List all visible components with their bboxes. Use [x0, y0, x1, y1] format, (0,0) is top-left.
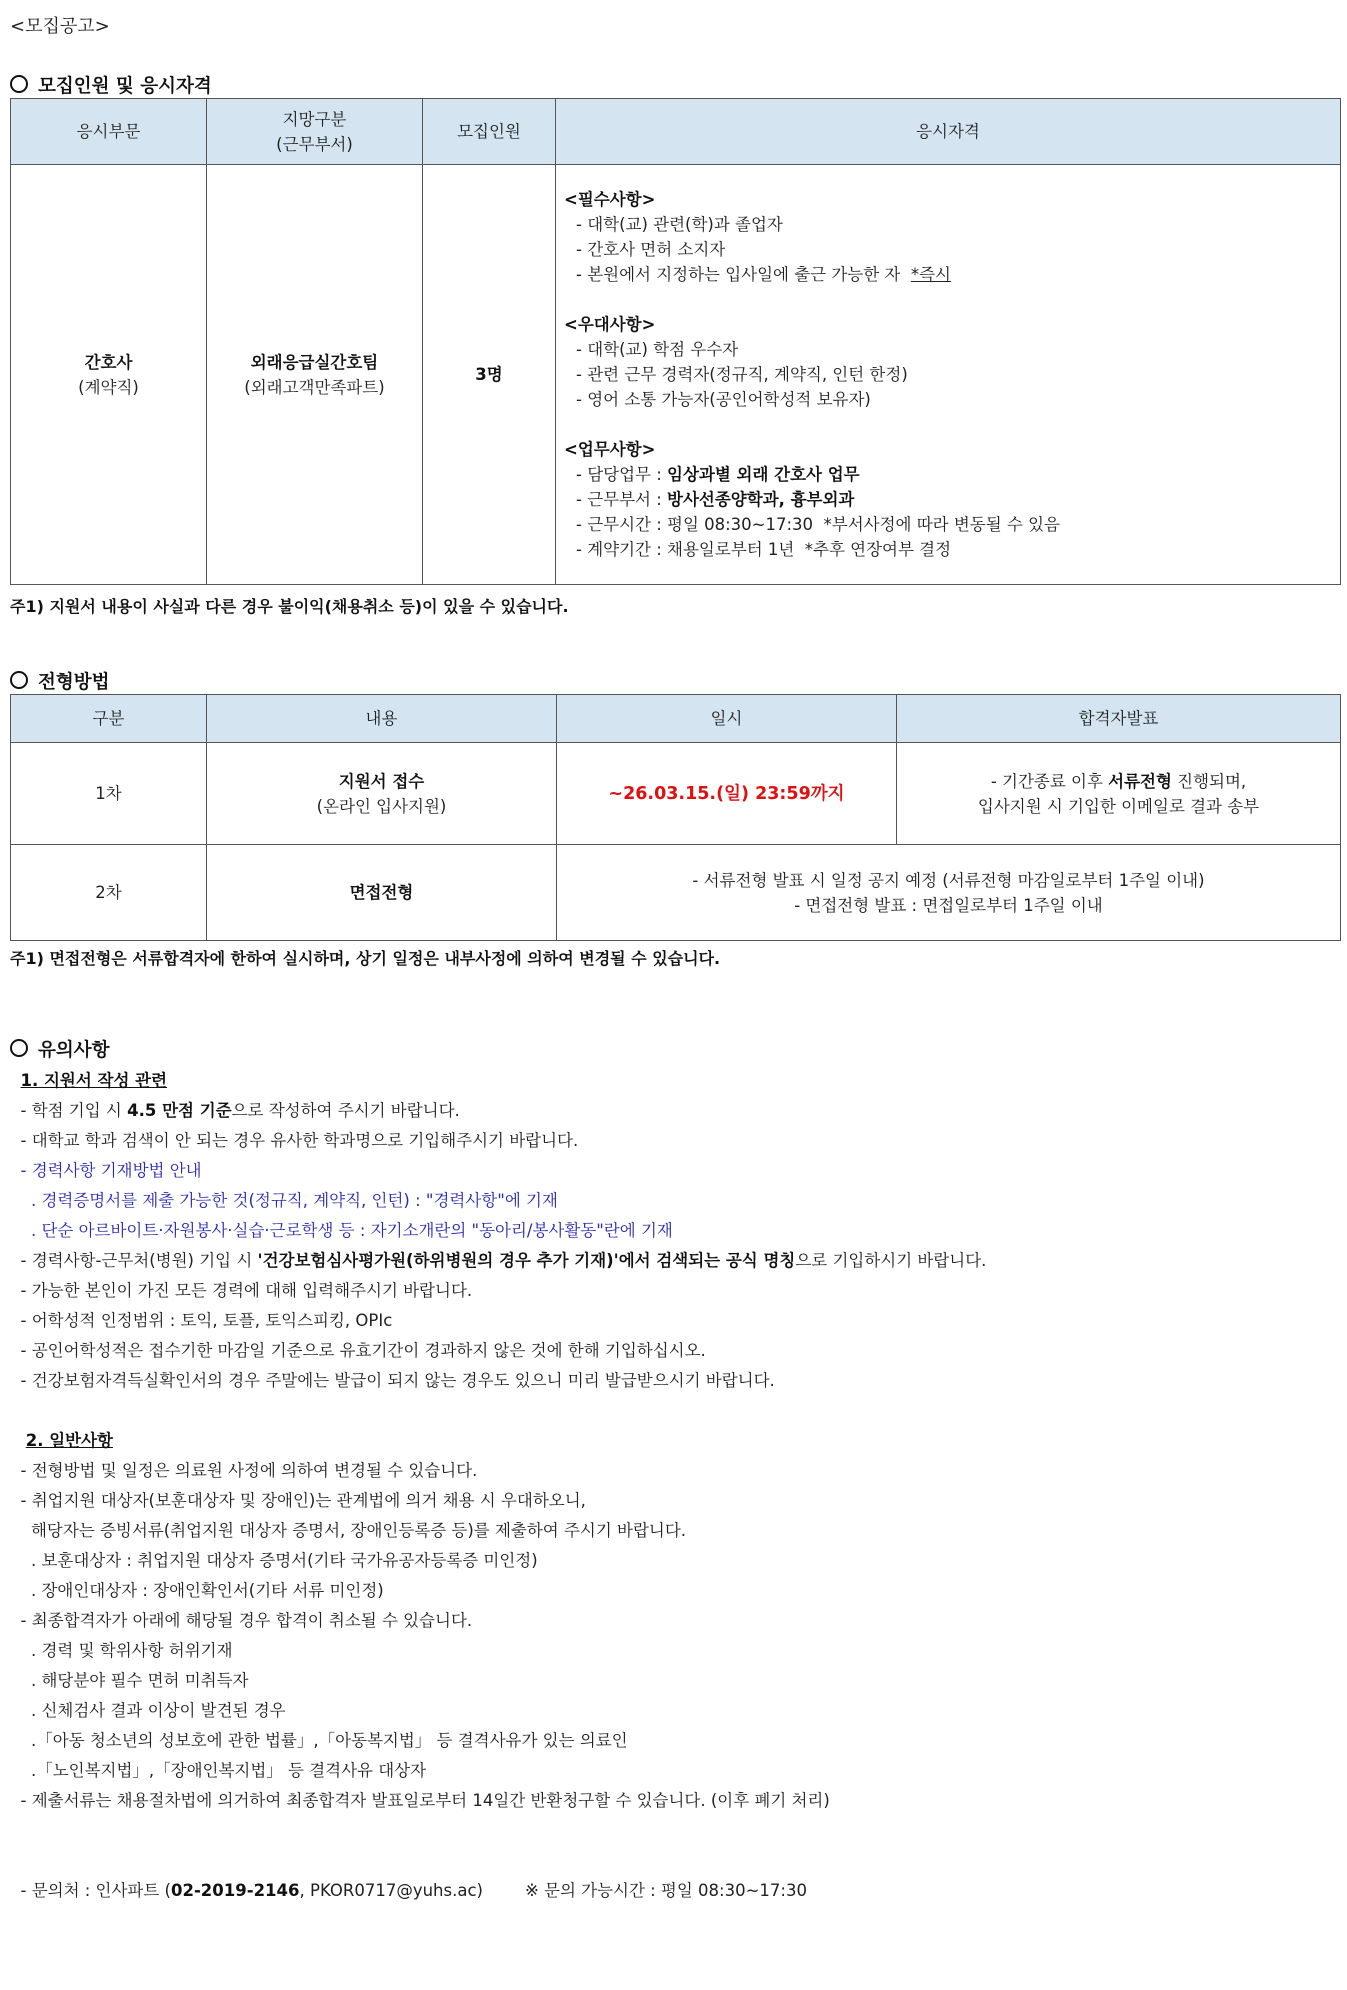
col-header-count: 모집인원	[423, 99, 556, 165]
cell-stage-1: 1차	[11, 743, 207, 845]
required-item: - 대학(교) 관련(학)과 졸업자	[576, 215, 783, 234]
note-line: - 경력사항 기재방법 안내	[10, 1161, 202, 1180]
position-label: 간호사	[84, 352, 133, 372]
col-header-date: 일시	[557, 695, 897, 743]
note-line: . 신체검사 결과 이상이 발견된 경우	[10, 1701, 286, 1720]
note-line: - 대학교 학과 검색이 안 되는 경우 유사한 학과명으로 기입해주시기 바랍니다.	[10, 1131, 579, 1150]
section-heading-text: 유의사항	[38, 1040, 110, 1061]
duty-item: - 계약기간 : 채용일로부터 1년 *추후 연장여부 결정	[576, 540, 952, 559]
department-label: 외래응급실간호팀	[250, 352, 379, 372]
cell-content-1	[207, 743, 557, 845]
cell-schedule-2: - 서류전형 발표 시 일정 공지 예정 (서류전형 마감일로부터 1주일 이내) - 면접전형 발표 : 면접일로부터 1주일 이내	[557, 845, 1341, 941]
notice-title: <모집공고>	[10, 16, 110, 37]
col-header-result: 합격자발표	[897, 695, 1341, 743]
duty-item: - 담당업무 : 임상과별 외래 간호사 업무	[576, 465, 860, 484]
section1-footnote: 주1) 지원서 내용이 사실과 다른 경우 불이익(채용취소 등)이 있을 수 있습니다.	[10, 597, 569, 616]
col-header-preference: 지망구분 (근무부서)	[207, 99, 423, 165]
col-header-stage: 구분	[11, 695, 207, 743]
notes-body	[10, 1066, 1340, 1906]
section-heading-selection	[10, 668, 109, 694]
cell-stage-2: 2차	[11, 845, 207, 941]
note-line: . 경력증명서를 제출 가능한 것(정규직, 계약직, 인턴) : "경력사항"에 기재	[10, 1191, 558, 1210]
col-header-qualification: 응시자격	[556, 99, 1341, 165]
note-line: .「아동 청소년의 성보호에 관한 법률」,「아동복지법」 등 결격사유가 있는 의료인	[10, 1731, 628, 1750]
section-heading-recruitment	[10, 72, 212, 98]
required-item: - 본원에서 지정하는 입사일에 출근 가능한 자 *즉시	[576, 265, 951, 284]
circle-bullet-icon	[10, 1039, 28, 1057]
circle-bullet-icon	[10, 671, 28, 689]
note-line: . 경력 및 학위사항 허위기재	[10, 1641, 233, 1660]
recruitment-table	[10, 98, 1341, 585]
note-line: . 보훈대상자 : 취업지원 대상자 증명서(기타 국가유공자등록증 미인정)	[10, 1551, 538, 1570]
section-heading-text: 모집인원 및 응시자격	[38, 76, 212, 97]
note-line: - 어학성적 인정범위 : 토익, 토플, 토익스피킹, OPIc	[10, 1311, 393, 1330]
col-header-division: 응시부문	[11, 99, 207, 165]
duties-title: <업무사항>	[564, 440, 656, 459]
note-line: - 최종합격자가 아래에 해당될 경우 합격이 취소될 수 있습니다.	[10, 1611, 473, 1630]
selection-table	[10, 694, 1341, 941]
cell-result-1: - 기간종료 이후 서류전형 진행되며, 입사지원 시 기입한 이메일로 결과 송부	[897, 743, 1341, 845]
note-line: . 해당분야 필수 면허 미취득자	[10, 1671, 249, 1690]
required-item: - 간호사 면허 소지자	[576, 240, 726, 259]
section-heading-text: 전형방법	[38, 672, 110, 693]
note-line: - 취업지원 대상자(보훈대상자 및 장애인)는 관계법에 의거 채용 시 우대하오니,	[10, 1491, 586, 1510]
preferred-item: - 대학(교) 학점 우수자	[576, 340, 739, 359]
note-line: - 학점 기입 시 4.5 만점 기준으로 작성하여 주시기 바랍니다.	[10, 1101, 460, 1120]
note-line: - 건강보험자격득실확인서의 경우 주말에는 발급이 되지 않는 경우도 있으니 미리 발급받으시기 바랍니다.	[10, 1371, 775, 1390]
content-sub: (온라인 입사지원)	[316, 796, 447, 816]
preferred-title: <우대사항>	[564, 315, 656, 334]
cell-qualifications	[556, 165, 1341, 585]
sub-title-general: 2. 일반사항	[25, 1431, 113, 1450]
note-line: 해당자는 증빙서류(취업지원 대상자 증명서, 장애인등록증 등)를 제출하여 주시기 바랍니다.	[10, 1521, 687, 1540]
note-line: - 가능한 본인이 가진 모든 경력에 대해 입력해주시기 바랍니다.	[10, 1281, 473, 1300]
contact-line: - 문의처 : 인사파트 (02-2019-2146, PKOR0717@yuhs.ac) ※ 문의 가능시간 : 평일 08:30~17:30	[10, 1881, 807, 1900]
note-line: - 경력사항-근무처(병원) 기입 시 '건강보험심사평가원(하위병원의 경우 추가 기재)'에서 검색되는 공식 명칭으로 기입하시기 바랍니다.	[10, 1251, 987, 1270]
preferred-item: - 관련 근무 경력자(정규직, 계약직, 인턴 한정)	[576, 365, 908, 384]
sub-title-application: 1. 지원서 작성 관련	[20, 1071, 168, 1090]
cell-date-1	[557, 743, 897, 845]
note-line: .「노인복지법」,「장애인복지법」 등 결격사유 대상자	[10, 1761, 427, 1780]
section2-footnote: 주1) 면접전형은 서류합격자에 한하여 실시하며, 상기 일정은 내부사정에 의하여 변경될 수 있습니다.	[10, 949, 721, 968]
cell-position	[11, 165, 207, 585]
position-type: (계약직)	[78, 377, 139, 397]
immediate-note: *즉시	[910, 265, 951, 284]
cell-count: 3명	[423, 165, 556, 585]
section-heading-notes	[10, 1036, 109, 1062]
note-line: - 제출서류는 채용절차법에 의거하여 최종합격자 발표일로부터 14일간 반환청구할 수 있습니다. (이후 폐기 처리)	[10, 1791, 830, 1810]
col-header-content: 내용	[207, 695, 557, 743]
note-line: . 장애인대상자 : 장애인확인서(기타 서류 미인정)	[10, 1581, 384, 1600]
preferred-item: - 영어 소통 가능자(공인어학성적 보유자)	[576, 390, 871, 409]
duty-item: - 근무부서 : 방사선종양학과, 흉부외과	[576, 490, 855, 509]
note-line: - 공인어학성적은 접수기한 마감일 기준으로 유효기간이 경과하지 않은 것에 한해 기입하십시오.	[10, 1341, 706, 1360]
department-sub: (외래고객만족파트)	[244, 377, 385, 397]
content-label: 지원서 접수	[338, 771, 425, 791]
required-title: <필수사항>	[564, 190, 656, 209]
deadline-text: ~26.03.15.(일) 23:59까지	[608, 783, 845, 804]
cell-department	[207, 165, 423, 585]
note-line: . 단순 아르바이트·자원봉사·실습·근로학생 등 : 자기소개란의 "동아리/봉사활동"란에 기재	[10, 1221, 673, 1240]
circle-bullet-icon	[10, 75, 28, 93]
note-line: - 전형방법 및 일정은 의료원 사정에 의하여 변경될 수 있습니다.	[10, 1461, 478, 1480]
cell-content-2: 면접전형	[207, 845, 557, 941]
duty-item: - 근무시간 : 평일 08:30~17:30 *부서사정에 따라 변동될 수 있음	[576, 515, 1060, 534]
